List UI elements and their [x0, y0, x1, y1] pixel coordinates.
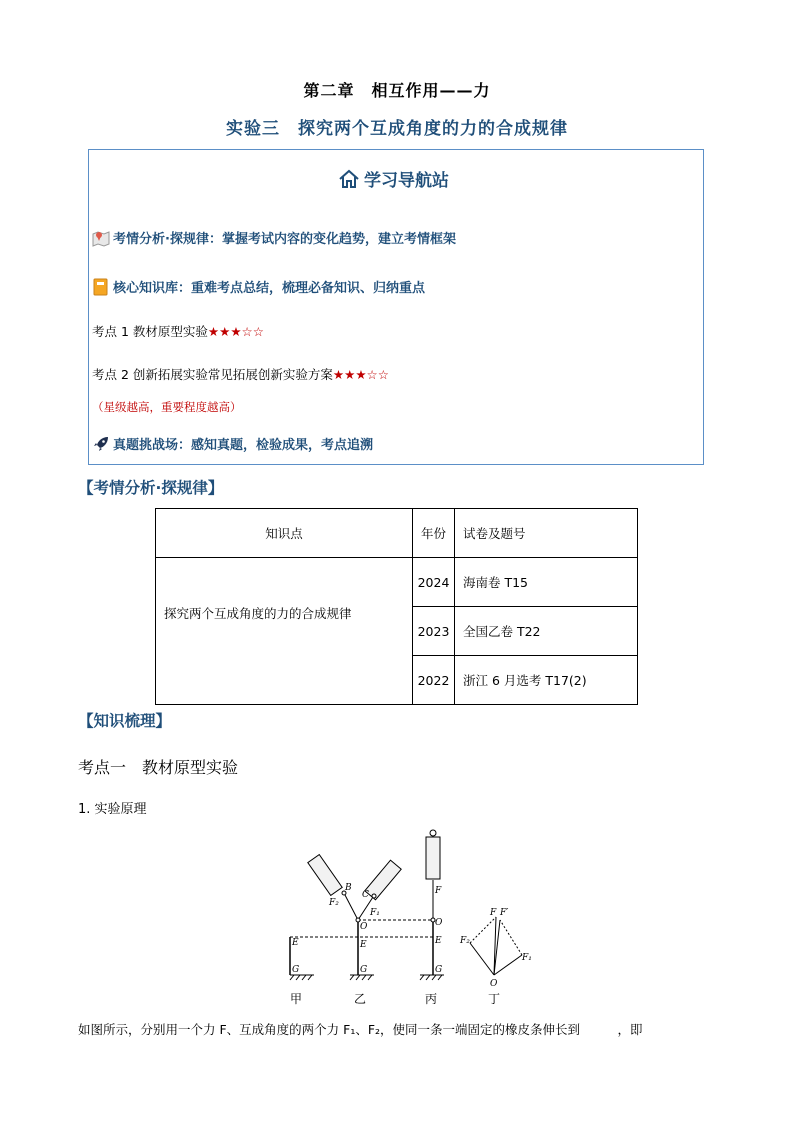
- nav-core-line: [92, 277, 425, 296]
- key-point-1-stars-filled: ★★★: [207, 324, 242, 339]
- experiment-figure: [270, 825, 550, 1015]
- subheading-principle: 1. 实验原理: [78, 802, 147, 817]
- label-fprime-ding: F′: [500, 908, 509, 918]
- nav-analysis-desc: 掌握考试内容的变化趋势，建立考情框架: [221, 232, 456, 247]
- exam-table: [155, 508, 638, 705]
- table-header-topic: 知识点: [156, 509, 413, 558]
- book-icon: [92, 278, 110, 296]
- label-jia: 甲: [290, 992, 303, 1006]
- nav-title-text: 学习导航站: [364, 171, 449, 191]
- label-o-yi: O: [360, 922, 368, 932]
- table-year-cell: 2022: [413, 656, 455, 705]
- table-paper-cell: 全国乙卷 T22: [455, 607, 638, 656]
- setup-bing: [420, 830, 444, 980]
- label-c: C: [362, 890, 369, 900]
- label-f1-yi: F₁: [370, 908, 380, 918]
- key-point-2-stars-filled: ★★★: [332, 367, 367, 382]
- nav-core-desc: 重难考点总结，梳理必备知识、归纳重点: [191, 281, 426, 296]
- key-point-1-text: 考点 1 教材原型实验: [92, 324, 208, 339]
- rocket-icon: [92, 435, 110, 453]
- table-paper-cell: 海南卷 T15: [455, 558, 638, 607]
- setup-ding: [470, 917, 522, 975]
- key-point-1-stars-empty: ☆☆: [241, 324, 264, 339]
- table-paper-cell: 浙江 6 月选考 T17(2): [455, 656, 638, 705]
- nav-challenge-desc: 感知真题，检验成果，考点追溯: [191, 438, 374, 453]
- nav-core-label: 核心知识库：: [113, 281, 192, 296]
- label-f-bing: F: [435, 886, 442, 896]
- nav-analysis-label: 考情分析·探规律：: [113, 232, 222, 247]
- home-icon: [338, 168, 360, 190]
- label-f1-ding: F₁: [522, 953, 532, 963]
- label-bing: 丙: [425, 992, 438, 1006]
- label-f2-ding: F₂: [460, 936, 470, 946]
- key-point-2: [92, 365, 389, 383]
- nav-challenge-label: 真题挑战场：: [113, 438, 192, 453]
- label-o-ding: O: [490, 979, 498, 989]
- nav-challenge-line: [92, 434, 373, 453]
- navigation-box: [88, 149, 704, 465]
- label-b: B: [345, 883, 352, 893]
- table-header-row: [156, 509, 638, 558]
- table-year-cell: 2023: [413, 607, 455, 656]
- table-header-year: 年份: [413, 509, 455, 558]
- label-g-yi: G: [360, 965, 368, 975]
- label-e-bing: E: [435, 936, 442, 946]
- table-header-paper: 试卷及题号: [455, 509, 638, 558]
- table-row: [156, 558, 638, 607]
- label-e-jia: E: [292, 938, 299, 948]
- label-f-ding: F: [490, 908, 497, 918]
- label-f2-yi: F₂: [329, 898, 339, 908]
- star-note: （星级越高，重要程度越高）: [92, 400, 242, 414]
- label-g-jia: G: [292, 965, 300, 975]
- label-ding: 丁: [488, 992, 501, 1006]
- table-topic-cell: 探究两个互成角度的力的合成规律: [156, 558, 413, 705]
- nav-analysis-line: [92, 228, 456, 247]
- section-analysis-heading: 【考情分析·探规律】: [78, 479, 224, 497]
- key-point-2-stars-empty: ☆☆: [366, 367, 389, 382]
- map-pin-icon: [92, 229, 110, 247]
- label-g-bing: G: [435, 965, 443, 975]
- key-point-2-text: 考点 2 创新拓展实验常见拓展创新实验方案: [92, 367, 333, 382]
- key-point-1: [92, 322, 264, 340]
- chapter-title: 第二章 相互作用——力: [303, 81, 491, 100]
- label-e-yi: E: [360, 940, 367, 950]
- experiment-title: 实验三 探究两个互成角度的力的合成规律: [226, 119, 568, 139]
- label-o-bing: O: [435, 918, 443, 928]
- figure-caption: 如图所示，分别用一个力 F、互成角度的两个力 F₁、F₂，使同一条一端固定的橡皮条伸长到 ，即: [78, 1022, 643, 1037]
- table-year-cell: 2024: [413, 558, 455, 607]
- topic-1-heading: 考点一 教材原型实验: [78, 758, 239, 777]
- section-knowledge-heading: 【知识梳理】: [78, 712, 172, 730]
- label-yi: 乙: [354, 992, 367, 1006]
- nav-title: [338, 166, 449, 191]
